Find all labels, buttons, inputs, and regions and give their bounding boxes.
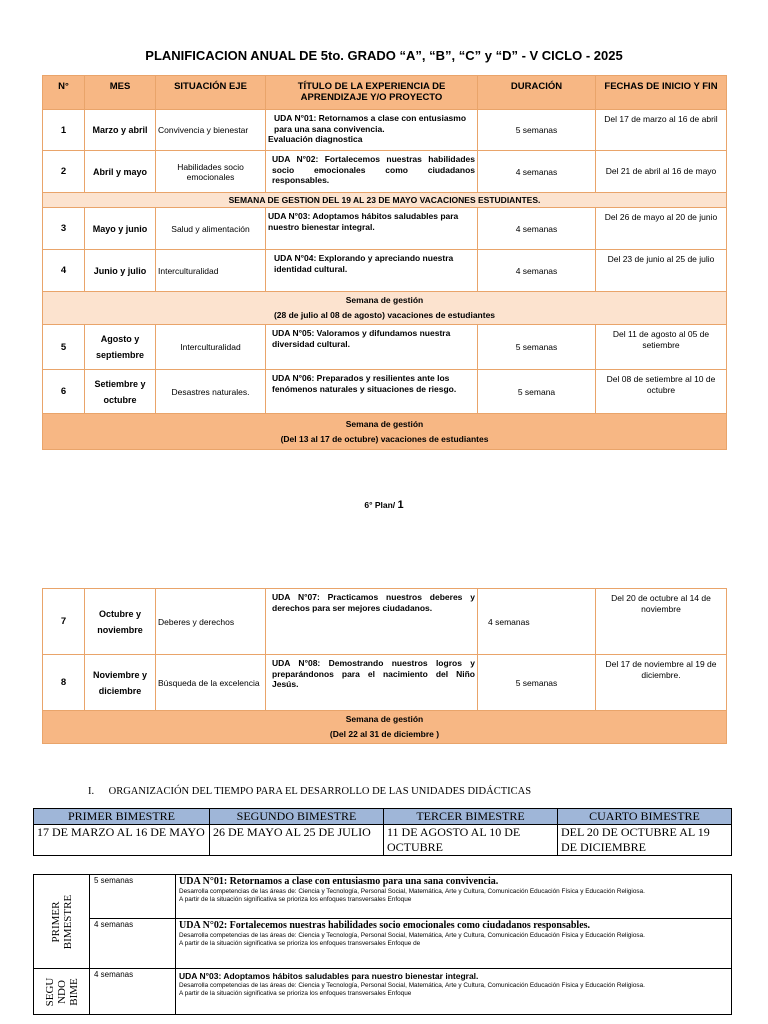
bimester-table bbox=[33, 808, 732, 856]
bimester-label-line: BIME bbox=[67, 977, 80, 1006]
bimester-header-row bbox=[34, 809, 732, 825]
row-situacion: Convivencia y bienestar bbox=[156, 110, 266, 151]
uda-weeks: 5 semanas bbox=[90, 875, 176, 919]
table-header-row bbox=[43, 76, 727, 110]
header-titulo: TÍTULO DE LA EXPERIENCIA DE APRENDIZAJE Y/O PROYECTO bbox=[266, 76, 478, 110]
vacation-band-text: SEMANA DE GESTION DEL 19 AL 23 DE MAYO VACACIONES ESTUDIANTES. bbox=[43, 193, 727, 208]
table-row bbox=[43, 370, 727, 414]
bimester-range-row bbox=[34, 825, 732, 856]
row-num: 7 bbox=[43, 589, 85, 655]
page-footer bbox=[0, 499, 768, 511]
bimester-range: 11 DE AGOSTO AL 10 DE OCTUBRE bbox=[384, 825, 558, 856]
uda-approach: A partir de la situación significativa se prioriza los enfoques transversales Enfoque bbox=[179, 896, 412, 903]
row-fechas: Del 17 de marzo al 16 de abril bbox=[596, 110, 727, 151]
header-mes: MES bbox=[85, 76, 156, 110]
bimester-header: CUARTO BIMESTRE bbox=[558, 809, 732, 825]
row-titulo: UDA N°05: Valoramos y difundamos nuestra diversidad cultural. bbox=[266, 325, 478, 370]
bimester-label-line: SEGU bbox=[43, 977, 56, 1006]
annual-plan-table bbox=[42, 75, 727, 450]
table-row bbox=[43, 325, 727, 370]
uda-competencies: Desarrolla competencias de las áreas de: Ciencia y Tecnología, Personal Social, Matemática, Arte y Cultura, Comunicación Educación Física y Educación Religiosa. bbox=[179, 982, 645, 989]
row-duracion: 4 semanas bbox=[478, 208, 596, 250]
header-duracion: DURACIÓN bbox=[478, 76, 596, 110]
row-num: 6 bbox=[43, 370, 85, 414]
row-num: 2 bbox=[43, 151, 85, 193]
row-mes: Agosto y septiembre bbox=[85, 325, 156, 370]
row-duracion: 5 semana bbox=[478, 370, 596, 414]
row-titulo-text: UDA N°01: Retornamos a clase con entusiasmo para una sana convivencia. bbox=[274, 113, 467, 134]
row-titulo: UDA N°06: Preparados y resilientes ante los fenómenos naturales y situaciones de riesgo. bbox=[266, 370, 478, 414]
bimester-range: 26 DE MAYO AL 25 DE JULIO bbox=[210, 825, 384, 856]
row-titulo: UDA N°08: Demostrando nuestros logros y preparándonos para el nacimiento del Niño Jesús. bbox=[266, 655, 478, 711]
management-week-band-text bbox=[43, 414, 727, 450]
table-row bbox=[43, 655, 727, 711]
bimester-range: 17 DE MARZO AL 16 DE MAYO bbox=[34, 825, 210, 856]
row-duracion: 4 semanas bbox=[478, 151, 596, 193]
row-mes: Setiembre y octubre bbox=[85, 370, 156, 414]
table-row bbox=[43, 250, 727, 292]
row-titulo: UDA N°04: Explorando y apreciando nuestra identidad cultural. bbox=[266, 250, 478, 292]
row-num: 8 bbox=[43, 655, 85, 711]
page-number: 1 bbox=[397, 499, 404, 511]
row-num: 3 bbox=[43, 208, 85, 250]
section-title: ORGANIZACIÓN DEL TIEMPO PARA EL DESARROLLO DE LAS UNIDADES DIDÁCTICAS bbox=[108, 786, 532, 797]
row-fechas: Del 20 de octubre al 14 de noviembre bbox=[596, 589, 727, 655]
uda-description bbox=[176, 919, 732, 969]
row-fechas: Del 23 de junio al 25 de julio bbox=[596, 250, 727, 292]
row-duracion: 4 semanas bbox=[478, 589, 596, 655]
management-week-band bbox=[43, 292, 727, 325]
uda-competencies: Desarrolla competencias de las áreas de: Ciencia y Tecnología, Personal Social, Matemática, Arte y Cultura, Comunicación Educación Física y Educación Religiosa. bbox=[179, 932, 645, 939]
uda-row bbox=[34, 969, 732, 1015]
uda-row bbox=[34, 919, 732, 969]
row-situacion: Salud y alimentación bbox=[156, 208, 266, 250]
uda-title: UDA N°03: Adoptamos hábitos saludables para nuestro bienestar integral. bbox=[179, 971, 479, 981]
table-row bbox=[43, 151, 727, 193]
section-heading bbox=[88, 786, 531, 797]
uda-title: UDA N°02: Fortalecemos nuestras habilidades socio emocionales como ciudadanos responsables. bbox=[179, 920, 591, 931]
uda-detail-table bbox=[33, 874, 732, 1015]
row-fechas: Del 11 de agosto al 05 de setiembre bbox=[596, 325, 727, 370]
bimester-label-second bbox=[34, 969, 90, 1015]
row-duracion: 4 semanas bbox=[478, 250, 596, 292]
uda-competencies: Desarrolla competencias de las áreas de: Ciencia y Tecnología, Personal Social, Matemática, Arte y Cultura, Comunicación Educación Física y Educación Religiosa. bbox=[179, 888, 645, 895]
annual-plan-table-continued bbox=[42, 588, 727, 744]
row-situacion: Deberes y derechos bbox=[156, 589, 266, 655]
row-situacion: Desastres naturales. bbox=[156, 370, 266, 414]
row-duracion: 5 semanas bbox=[478, 110, 596, 151]
bimester-header: TERCER BIMESTRE bbox=[384, 809, 558, 825]
row-fechas: Del 26 de mayo al 20 de junio bbox=[596, 208, 727, 250]
band-line-1: Semana de gestión bbox=[345, 295, 424, 305]
uda-approach: A partir de la situación significativa se prioriza los enfoques transversales Enfoque bbox=[179, 990, 412, 997]
uda-approach: A partir de la situación significativa se prioriza los enfoques transversales Enfoque de bbox=[179, 940, 421, 947]
header-fechas: FECHAS DE INICIO Y FIN bbox=[596, 76, 727, 110]
management-week-band-text bbox=[43, 292, 727, 325]
row-titulo bbox=[266, 110, 478, 151]
document-title: PLANIFICACION ANUAL DE 5to. GRADO “A”, “B”, “C” y “D” - V CICLO - 2025 bbox=[145, 48, 623, 63]
band-line-2: (28 de julio al 08 de agosto) vacaciones de estudiantes bbox=[273, 310, 496, 320]
row-situacion: Interculturalidad bbox=[156, 325, 266, 370]
row-fechas: Del 08 de setiembre al 10 de octubre bbox=[596, 370, 727, 414]
row-mes: Mayo y junio bbox=[85, 208, 156, 250]
uda-description bbox=[176, 969, 732, 1015]
band-line-1: Semana de gestión bbox=[345, 714, 424, 724]
bimester-range: DEL 20 DE OCTUBRE AL 19 DE DICIEMBRE bbox=[558, 825, 732, 856]
table-row bbox=[43, 208, 727, 250]
table-row bbox=[43, 110, 727, 151]
uda-weeks: 4 semanas bbox=[90, 919, 176, 969]
row-fechas: Del 21 de abril al 16 de mayo bbox=[596, 151, 727, 193]
row-mes: Noviembre y diciembre bbox=[85, 655, 156, 711]
uda-row bbox=[34, 875, 732, 919]
row-fechas: Del 17 de noviembre al 19 de diciembre. bbox=[596, 655, 727, 711]
row-mes: Octubre y noviembre bbox=[85, 589, 156, 655]
management-week-band bbox=[43, 711, 727, 744]
row-num: 1 bbox=[43, 110, 85, 151]
row-duracion: 5 semanas bbox=[478, 655, 596, 711]
row-situacion: Búsqueda de la excelencia bbox=[156, 655, 266, 711]
row-titulo: UDA N°07: Practicamos nuestros deberes y derechos para ser mejores ciudadanos. bbox=[266, 589, 478, 655]
management-week-band-text bbox=[43, 711, 727, 744]
row-titulo: UDA N°03: Adoptamos hábitos saludables para nuestro bienestar integral. bbox=[266, 208, 478, 250]
row-situacion: Interculturalidad bbox=[156, 250, 266, 292]
row-situacion: Habilidades socio emocionales bbox=[156, 151, 266, 193]
table-row bbox=[43, 589, 727, 655]
band-line-2: (Del 13 al 17 de octubre) vacaciones de estudiantes bbox=[280, 433, 489, 444]
uda-weeks: 4 semanas bbox=[90, 969, 176, 1015]
page-footer-label: 6° Plan/ bbox=[364, 500, 396, 510]
uda-description bbox=[176, 875, 732, 919]
band-line-2: (Del 22 al 31 de diciembre ) bbox=[329, 729, 440, 739]
row-mes: Marzo y abril bbox=[85, 110, 156, 151]
row-mes: Abril y mayo bbox=[85, 151, 156, 193]
bimester-header: PRIMER BIMESTRE bbox=[34, 809, 210, 825]
bimester-label-line: BIMESTRE bbox=[61, 894, 74, 949]
vacation-band bbox=[43, 193, 727, 208]
row-duracion: 5 semanas bbox=[478, 325, 596, 370]
row-num: 4 bbox=[43, 250, 85, 292]
band-line-1: Semana de gestión bbox=[345, 418, 424, 429]
bimester-label-line: PRIMER bbox=[49, 901, 62, 942]
header-situacion: SITUACIÓN EJE bbox=[156, 76, 266, 110]
header-num: N° bbox=[43, 76, 85, 110]
row-titulo-extra: Evaluación diagnostica bbox=[268, 134, 363, 144]
bimester-label-line: NDO bbox=[55, 979, 68, 1004]
bimester-header: SEGUNDO BIMESTRE bbox=[210, 809, 384, 825]
management-week-band bbox=[43, 414, 727, 450]
bimester-label-first bbox=[34, 875, 90, 969]
uda-title: UDA N°01: Retornamos a clase con entusiasmo para una sana convivencia. bbox=[179, 876, 499, 887]
row-mes: Junio y julio bbox=[85, 250, 156, 292]
row-num: 5 bbox=[43, 325, 85, 370]
section-number: I. bbox=[88, 786, 95, 797]
row-titulo: UDA N°02: Fortalecemos nuestras habilidades socio emocionales como ciudadanos responsables. bbox=[266, 151, 478, 193]
